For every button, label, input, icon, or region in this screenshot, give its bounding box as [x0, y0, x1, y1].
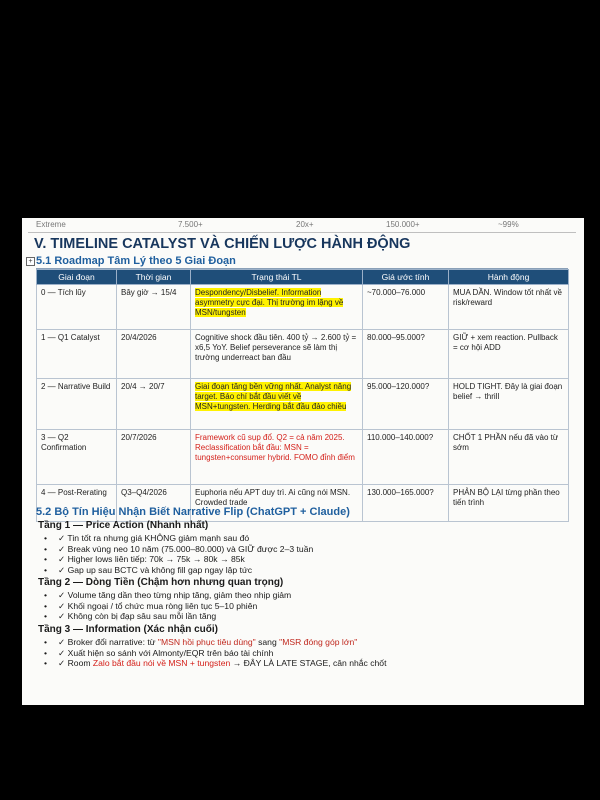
roadmap-title: 5.1 Roadmap Tâm Lý theo 5 Giai Đoạn [36, 255, 236, 267]
stage-cell: 1 — Q1 Catalyst [37, 330, 117, 379]
list-item [44, 565, 313, 576]
price-cell: 95.000–120.000? [363, 379, 449, 430]
status-text: Giai đoạn tăng bền vững nhất. Analyst nâng target. Báo chí bắt đầu viết về MSN+tungsten. Herding bắt đầu đảo chiều [195, 382, 352, 411]
list-item [44, 601, 291, 612]
item-text: ✓ Volume tăng dần theo từng nhịp tăng, giảm theo nhịp giảm [58, 590, 292, 600]
status-cell [191, 379, 363, 430]
list-item [44, 611, 291, 622]
item-text: ✓ Gap up sau BCTC và không fill gap ngay lập tức [58, 564, 253, 575]
item-quote: "MSR đóng góp lớn" [279, 637, 358, 647]
bullet: • [44, 637, 48, 647]
time-cell: Bây giờ → 15/4 [117, 285, 191, 330]
item-text: sang [255, 637, 280, 647]
document-page [22, 218, 584, 705]
header-cell: Thời gian [117, 270, 191, 285]
tier1-title: Tầng 1 — Price Action (Nhanh nhất) [38, 520, 209, 531]
cell: 20x+ [296, 220, 314, 229]
time-cell: Q3–Q4/2026 [117, 485, 191, 522]
list-item [44, 554, 313, 565]
item-text: ✓ Xuất hiện so sánh với Almonty/EQR trên báo tài chính [58, 647, 274, 658]
cell: 150.000+ [386, 220, 420, 229]
table-row [37, 285, 569, 330]
table-row [37, 330, 569, 379]
list-item [44, 544, 313, 555]
stage-cell: 2 — Narrative Build [37, 379, 117, 430]
item-quote: "MSN hồi phục tiêu dùng" [157, 637, 256, 647]
header-row [37, 270, 569, 285]
item-highlight: Zalo bắt đầu nói về MSN + tungsten [92, 658, 231, 668]
time-cell: 20/4 → 20/7 [117, 379, 191, 430]
bullet: • [44, 590, 48, 600]
tier2-title: Tầng 2 — Dòng Tiền (Chậm hơn nhưng quan trọng) [38, 577, 284, 588]
stage-cell: 0 — Tích lũy [37, 285, 117, 330]
tier3-list [44, 637, 386, 669]
time-cell: 20/7/2026 [117, 430, 191, 485]
bullet: • [44, 658, 48, 668]
roadmap-table [36, 269, 569, 522]
item-text: ✓ Khối ngoại / tổ chức mua ròng liên tục 5–10 phiên [58, 600, 258, 611]
bullet: • [44, 564, 48, 575]
cell: 7.500+ [178, 220, 203, 229]
action-cell: MUA DẦN. Window tốt nhất về risk/reward [449, 285, 569, 330]
cell: Extreme [36, 220, 66, 229]
price-cell: 80.000–95.000? [363, 330, 449, 379]
tier1-list [44, 533, 313, 575]
cell: ~99% [498, 220, 519, 229]
stage-cell: 4 — Post-Rerating [37, 485, 117, 522]
bullet: • [44, 647, 48, 658]
price-cell: ~70.000–76.000 [363, 285, 449, 330]
item-text: ✓ Broker đổi narrative: từ [58, 637, 158, 647]
table-row [37, 430, 569, 485]
action-cell: CHỐT 1 PHẦN nếu đã vào từ sớm [449, 430, 569, 485]
list-item [44, 648, 386, 659]
bullet: • [44, 533, 48, 543]
bullet: • [44, 600, 48, 611]
signals-title: 5.2 Bộ Tín Hiệu Nhận Biết Narrative Flip (ChatGPT + Claude) [36, 506, 350, 518]
previous-table-last-row [28, 218, 576, 233]
list-item [44, 533, 313, 544]
item-text: ✓ Higher lows liên tiếp: 70k → 75k → 80k → 85k [58, 554, 245, 564]
header-cell: Trạng thái TL [191, 270, 363, 285]
item-text: ✓ Tin tốt ra nhưng giá KHÔNG giảm mạnh sau đó [58, 533, 250, 543]
tier3-title: Tầng 3 — Information (Xác nhận cuối) [38, 624, 219, 635]
tier2-list [44, 590, 291, 622]
price-cell: 130.000–165.000? [363, 485, 449, 522]
header-cell: Giai đoạn [37, 270, 117, 285]
status-cell [191, 285, 363, 330]
action-cell: HOLD TIGHT. Đây là giai đoạn belief → thrill [449, 379, 569, 430]
bullet: • [44, 611, 48, 621]
time-cell: 20/4/2026 [117, 330, 191, 379]
item-text: ✓ Room [58, 658, 93, 668]
list-item [44, 658, 386, 669]
stage-cell: 3 — Q2 Confirmation [37, 430, 117, 485]
item-text: ✓ Không còn bị đạp sâu sau mỗi lần tăng [58, 611, 217, 621]
price-cell: 110.000–140.000? [363, 430, 449, 485]
item-text: ✓ Break vùng neo 10 năm (75.000–80.000) và GIỮ được 2–3 tuần [58, 543, 314, 554]
table-row [37, 379, 569, 430]
action-cell: GIỮ + xem reaction. Pullback = cơ hội ADD [449, 330, 569, 379]
bullet: • [44, 543, 48, 554]
action-cell: PHẢN BỘ LẠI từng phần theo tiến trình [449, 485, 569, 522]
bullet: • [44, 554, 48, 564]
item-text: → ĐÂY LÀ LATE STAGE, cân nhắc chốt [230, 658, 387, 668]
list-item [44, 590, 291, 601]
list-item [44, 637, 386, 648]
expand-icon[interactable]: + [26, 257, 35, 266]
header-cell: Hành động [449, 270, 569, 285]
status-cell: Cognitive shock đầu tiên. 400 tỷ → 2.600 tỷ = x6,5 YoY. Belief perseverance sẽ làm thị trường underreact ban đầu [191, 330, 363, 379]
header-cell: Giá ước tính [363, 270, 449, 285]
status-text: Despondency/Disbelief. Information asymmetry cực đại. Thị trường im lặng về MSN/tungsten [195, 288, 344, 317]
status-cell: Framework cũ sụp đổ. Q2 = cả năm 2025. Reclassification bắt đầu: MSN = tungsten+consumer hybrid. FOMO đỉnh điểm [191, 430, 363, 485]
status-cell: Euphoria nếu APT duy trì. Ai cũng nói MSN. Crowded trade [191, 485, 363, 522]
section-title: V. TIMELINE CATALYST VÀ CHIẾN LƯỢC HÀNH ĐỘNG [34, 236, 411, 252]
